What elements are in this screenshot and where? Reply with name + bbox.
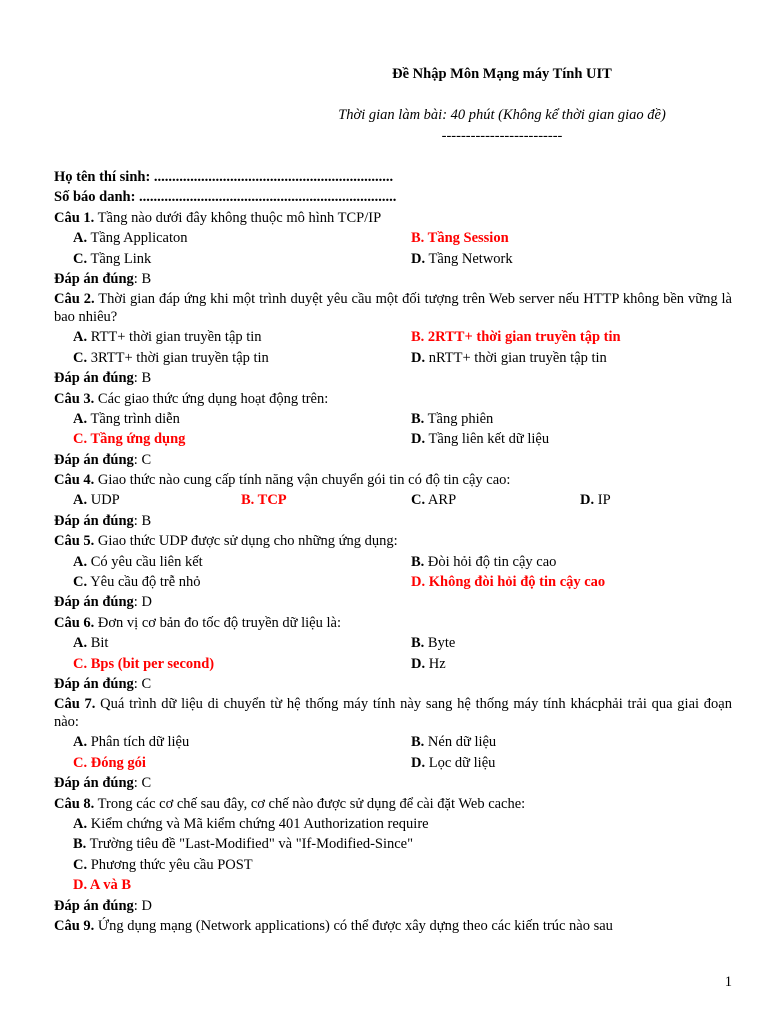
question-text: Các giao thức ứng dụng hoạt động trên: xyxy=(94,390,329,407)
options-row xyxy=(54,228,732,248)
option-b-correct: B. 2RTT+ thời gian truyền tập tin xyxy=(411,329,621,346)
option-b: B. Đòi hỏi độ tin cậy cao xyxy=(411,553,557,570)
answer-line: Đáp án đúng: D xyxy=(54,897,152,914)
option-a: A. Có yêu cầu liên kết xyxy=(73,553,203,570)
question-label: Câu 2. xyxy=(54,291,95,308)
option-a: A. Tầng trình diễn xyxy=(73,410,180,427)
question-label: Câu 4. xyxy=(54,472,95,489)
student-name-line: Họ tên thí sinh: .................................................................. xyxy=(54,169,394,185)
option-b-correct: B. Tầng Session xyxy=(411,230,509,247)
option-c: C. Phương thức yêu cầu POST xyxy=(73,856,253,873)
option-d: D. IP xyxy=(580,492,611,509)
title-divider: ------------------------- xyxy=(441,128,563,144)
answer-line: Đáp án đúng: C xyxy=(54,675,152,692)
question-2 xyxy=(54,289,732,327)
question-label: Câu 5. xyxy=(54,533,95,550)
option-c: C. 3RTT+ thời gian truyền tập tin xyxy=(73,349,269,366)
option-c-correct: C. Đóng gói xyxy=(73,754,146,771)
answer-line: Đáp án đúng: C xyxy=(54,451,152,468)
options-row xyxy=(54,249,732,269)
option-d-correct: D. Không đòi hỏi độ tin cậy cao xyxy=(411,574,606,591)
question-text: Đơn vị cơ bản đo tốc độ truyền dữ liệu là: xyxy=(94,614,341,631)
question-text: Thời gian đáp ứng khi một trình duyệt yêu cầu một đối tượng trên Web server nếu HTTP không bền vững là bao nhiêu? xyxy=(54,291,732,326)
options-row xyxy=(54,327,732,347)
answer-line: Đáp án đúng: C xyxy=(54,775,152,792)
question-5 xyxy=(54,531,732,551)
answer-line: Đáp án đúng: B xyxy=(54,270,152,287)
option-b-correct: B. TCP xyxy=(241,492,287,509)
option-b: B. Byte xyxy=(411,635,456,652)
question-4 xyxy=(54,470,732,490)
answer-line: Đáp án đúng: D xyxy=(54,594,152,611)
question-8 xyxy=(54,794,732,814)
option-b: B. Trường tiêu đề "Last-Modified" và "If-Modified-Since" xyxy=(73,836,414,853)
option-d: D. Tầng Network xyxy=(411,250,513,267)
question-label: Câu 3. xyxy=(54,390,95,407)
option-b: B. Nén dữ liệu xyxy=(411,734,497,751)
question-9 xyxy=(54,916,732,936)
question-label: Câu 8. xyxy=(54,795,95,812)
question-1 xyxy=(54,208,732,228)
option-a: A. Bit xyxy=(73,635,109,652)
options-row xyxy=(54,552,732,572)
option-c-correct: C. Bps (bit per second) xyxy=(73,655,215,672)
option-c-correct: C. Tầng ứng dụng xyxy=(73,431,186,448)
answer-line: Đáp án đúng: B xyxy=(54,512,152,529)
page-title: Đề Nhập Môn Mạng máy Tính UIT xyxy=(392,66,612,82)
options-row xyxy=(54,348,732,368)
options-row xyxy=(54,429,732,449)
question-label: Câu 9. xyxy=(54,917,95,934)
options-row xyxy=(54,654,732,674)
option-b: B. Tầng phiên xyxy=(411,410,494,427)
option-d: D. Hz xyxy=(411,655,446,672)
question-3 xyxy=(54,389,732,409)
question-text: Giao thức nào cung cấp tính năng vận chuyển gói tin có độ tin cậy cao: xyxy=(94,472,511,489)
option-d: D. Lọc dữ liệu xyxy=(411,754,496,771)
options-row xyxy=(54,572,732,592)
options-row xyxy=(54,490,732,510)
exam-duration: Thời gian làm bài: 40 phút (Không kể thời gian giao đề) xyxy=(338,107,666,123)
exam-content xyxy=(54,167,732,936)
question-label: Câu 1. xyxy=(54,209,95,226)
option-a: A. Tầng Applicaton xyxy=(73,230,188,247)
options-row xyxy=(54,732,732,752)
option-a: A. Phân tích dữ liệu xyxy=(73,734,190,751)
options-row xyxy=(54,409,732,429)
options-row xyxy=(54,633,732,653)
question-text: Ứng dụng mạng (Network applications) có thể được xây dựng theo các kiến trúc nào sau xyxy=(94,917,613,934)
page-number: 1 xyxy=(724,974,732,990)
option-d: D. nRTT+ thời gian truyền tập tin xyxy=(411,349,607,366)
options-row xyxy=(54,753,732,773)
option-a: A. RTT+ thời gian truyền tập tin xyxy=(73,329,262,346)
option-a: A. Kiểm chứng và Mã kiểm chứng 401 Authorization require xyxy=(73,815,429,832)
option-d-correct: D. A và B xyxy=(73,877,132,894)
student-id-line: Số báo danh: ....................................................................... xyxy=(54,189,397,206)
question-text: Quá trình dữ liệu di chuyển từ hệ thống máy tính này sang hệ thống máy tính khácphải trải qua giai đoạn nào: xyxy=(54,696,732,731)
question-text: Trong các cơ chế sau đây, cơ chế nào được sử dụng để cài đặt Web cache: xyxy=(94,795,526,812)
question-text: Giao thức UDP được sử dụng cho những ứng dụng: xyxy=(94,533,398,550)
question-label: Câu 7. xyxy=(54,696,96,713)
question-text: Tầng nào dưới đây không thuộc mô hình TCP/IP xyxy=(94,209,382,226)
question-7 xyxy=(54,694,732,732)
option-c: C. ARP xyxy=(411,492,457,509)
question-6 xyxy=(54,613,732,633)
option-c: C. Tầng Link xyxy=(73,250,152,267)
option-d: D. Tầng liên kết dữ liệu xyxy=(411,431,550,448)
option-c: C. Yêu cầu độ trễ nhỏ xyxy=(73,574,201,591)
option-a: A. UDP xyxy=(73,492,120,509)
question-label: Câu 6. xyxy=(54,614,95,631)
answer-line: Đáp án đúng: B xyxy=(54,370,152,387)
